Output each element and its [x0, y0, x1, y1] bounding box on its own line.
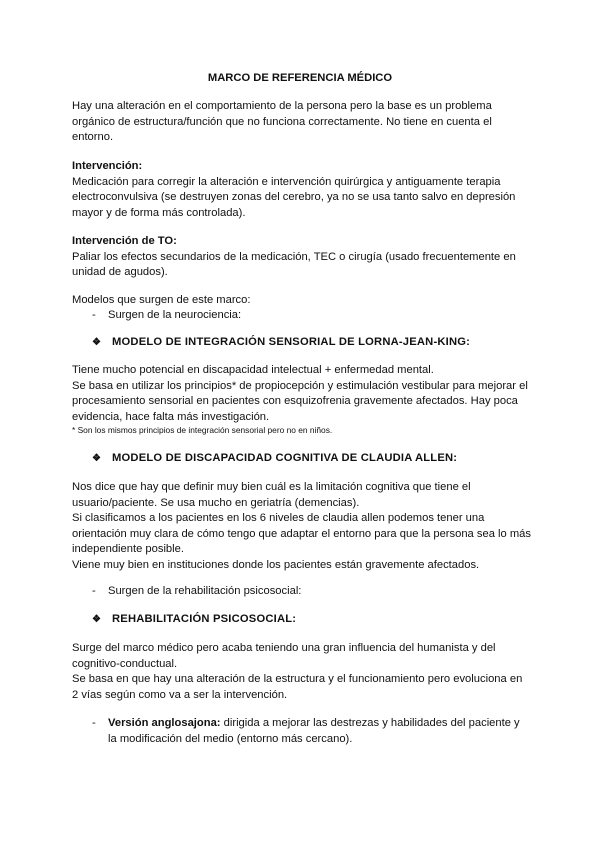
- diamond-bullet-icon: ❖: [92, 614, 102, 625]
- rehab-line: Se basa en que hay una alteración de la estructura y el funcionamiento pero evoluciona en: [72, 673, 523, 686]
- allen-line: Si clasificamos a los pacientes en los 6 niveles de claudia allen podemos tener una: [72, 512, 485, 525]
- intervencion-to-line: unidad de agudos).: [72, 266, 168, 279]
- dash-marker: -: [92, 585, 96, 597]
- allen-line: Viene muy bien en instituciones donde los pacientes están gravemente afectados.: [72, 558, 480, 571]
- lorna-line: Tiene mucho potencial en discapacidad intelectual + enfermedad mental.: [72, 364, 434, 376]
- intervencion-to-section: [72, 234, 532, 281]
- intervencion-line: electroconvulsiva (se destruyen zonas del cerebro, ya no se usa tanto salvo en depresión: [72, 191, 516, 204]
- intervencion-heading: Intervención:: [72, 160, 143, 172]
- dash-item-text: Surgen de la rehabilitación psicosocial:: [108, 585, 302, 597]
- rehab-line: cognitivo-conductual.: [72, 657, 178, 670]
- version-label: Versión anglosajona:: [108, 717, 221, 729]
- dash-marker: -: [92, 717, 96, 729]
- intro-line: Hay una alteración en el comportamiento de la persona pero la base es un problema: [72, 100, 492, 112]
- dash-list-item: [92, 716, 532, 747]
- rehab-paragraph: [72, 641, 532, 703]
- lorna-line: procesamiento sensorial en pacientes con esquizofrenia gravemente afectados. Hay poca: [72, 395, 518, 408]
- version-text: dirigida a mejorar las destrezas y habilidades del paciente y: [220, 717, 520, 729]
- section-heading-rehab: [92, 612, 296, 627]
- allen-line: Nos dice que hay que definir muy bien cuál es la limitación cognitiva que tiene el: [72, 481, 471, 493]
- modelos-intro: Modelos que surgen de este marco:: [72, 294, 251, 306]
- rehab-line: Surge del marco médico pero acaba teniendo una gran influencia del humanista y del: [72, 642, 496, 654]
- intro-line: orgánico de estructura/función que no funciona correctamente. No tiene en cuenta el: [72, 115, 492, 128]
- allen-line: usuario/paciente. Se usa mucho en geriatría (demencias).: [72, 496, 360, 509]
- section-heading-lorna: [92, 335, 470, 350]
- rehab-line: 2 vías según como va a ser la intervención.: [72, 688, 288, 701]
- section-heading-text: REHABILITACIÓN PSICOSOCIAL:: [112, 613, 297, 625]
- section-heading-text: MODELO DE INTEGRACIÓN SENSORIAL DE LORNA-JEAN-KING:: [112, 336, 471, 348]
- intervencion-to-line: Paliar los efectos secundarios de la medicación, TEC o cirugía (usado frecuentemente en: [72, 250, 516, 263]
- intro-paragraph: [72, 99, 532, 146]
- allen-line: orientación muy clara de cómo tengo que adaptar el entorno para que la persona sea lo más: [72, 527, 531, 540]
- intro-line: entorno.: [72, 131, 114, 144]
- dash-list-item: [92, 584, 532, 600]
- dash-item-text: Surgen de la neurociencia:: [108, 309, 242, 321]
- dash-list-item: [92, 308, 532, 324]
- intervencion-line: Medicación para corregir la alteración e intervención quirúrgica y antiguamente terapia: [72, 175, 501, 188]
- intervencion-line: mayor y de forma más controlada).: [72, 206, 246, 219]
- dash-item-text: [108, 716, 532, 732]
- lorna-paragraph: [72, 363, 532, 436]
- diamond-bullet-icon: ❖: [92, 453, 102, 464]
- dash-marker: -: [92, 309, 96, 321]
- lorna-line: evidencia, hace falta más investigación.: [72, 410, 270, 423]
- page-title: MARCO DE REFERENCIA MÉDICO: [207, 72, 393, 84]
- allen-paragraph: [72, 480, 532, 574]
- allen-line: independiente posible.: [72, 543, 184, 556]
- diamond-bullet-icon: ❖: [92, 337, 102, 348]
- lorna-line: Se basa en utilizar los principios* de propiocepción y estimulación vestibular para mejorar el: [72, 379, 528, 392]
- intervencion-section: [72, 159, 532, 221]
- dash-item-text-cont: la modificación del medio (entorno más cercano).: [108, 732, 353, 745]
- section-heading-text: MODELO DE DISCAPACIDAD COGNITIVA DE CLAUDIA ALLEN:: [112, 452, 458, 464]
- section-heading-allen: [92, 451, 457, 466]
- intervencion-to-heading: Intervención de TO:: [72, 235, 177, 247]
- footnote: * Son los mismos principios de integración sensorial pero no en niños.: [72, 425, 333, 436]
